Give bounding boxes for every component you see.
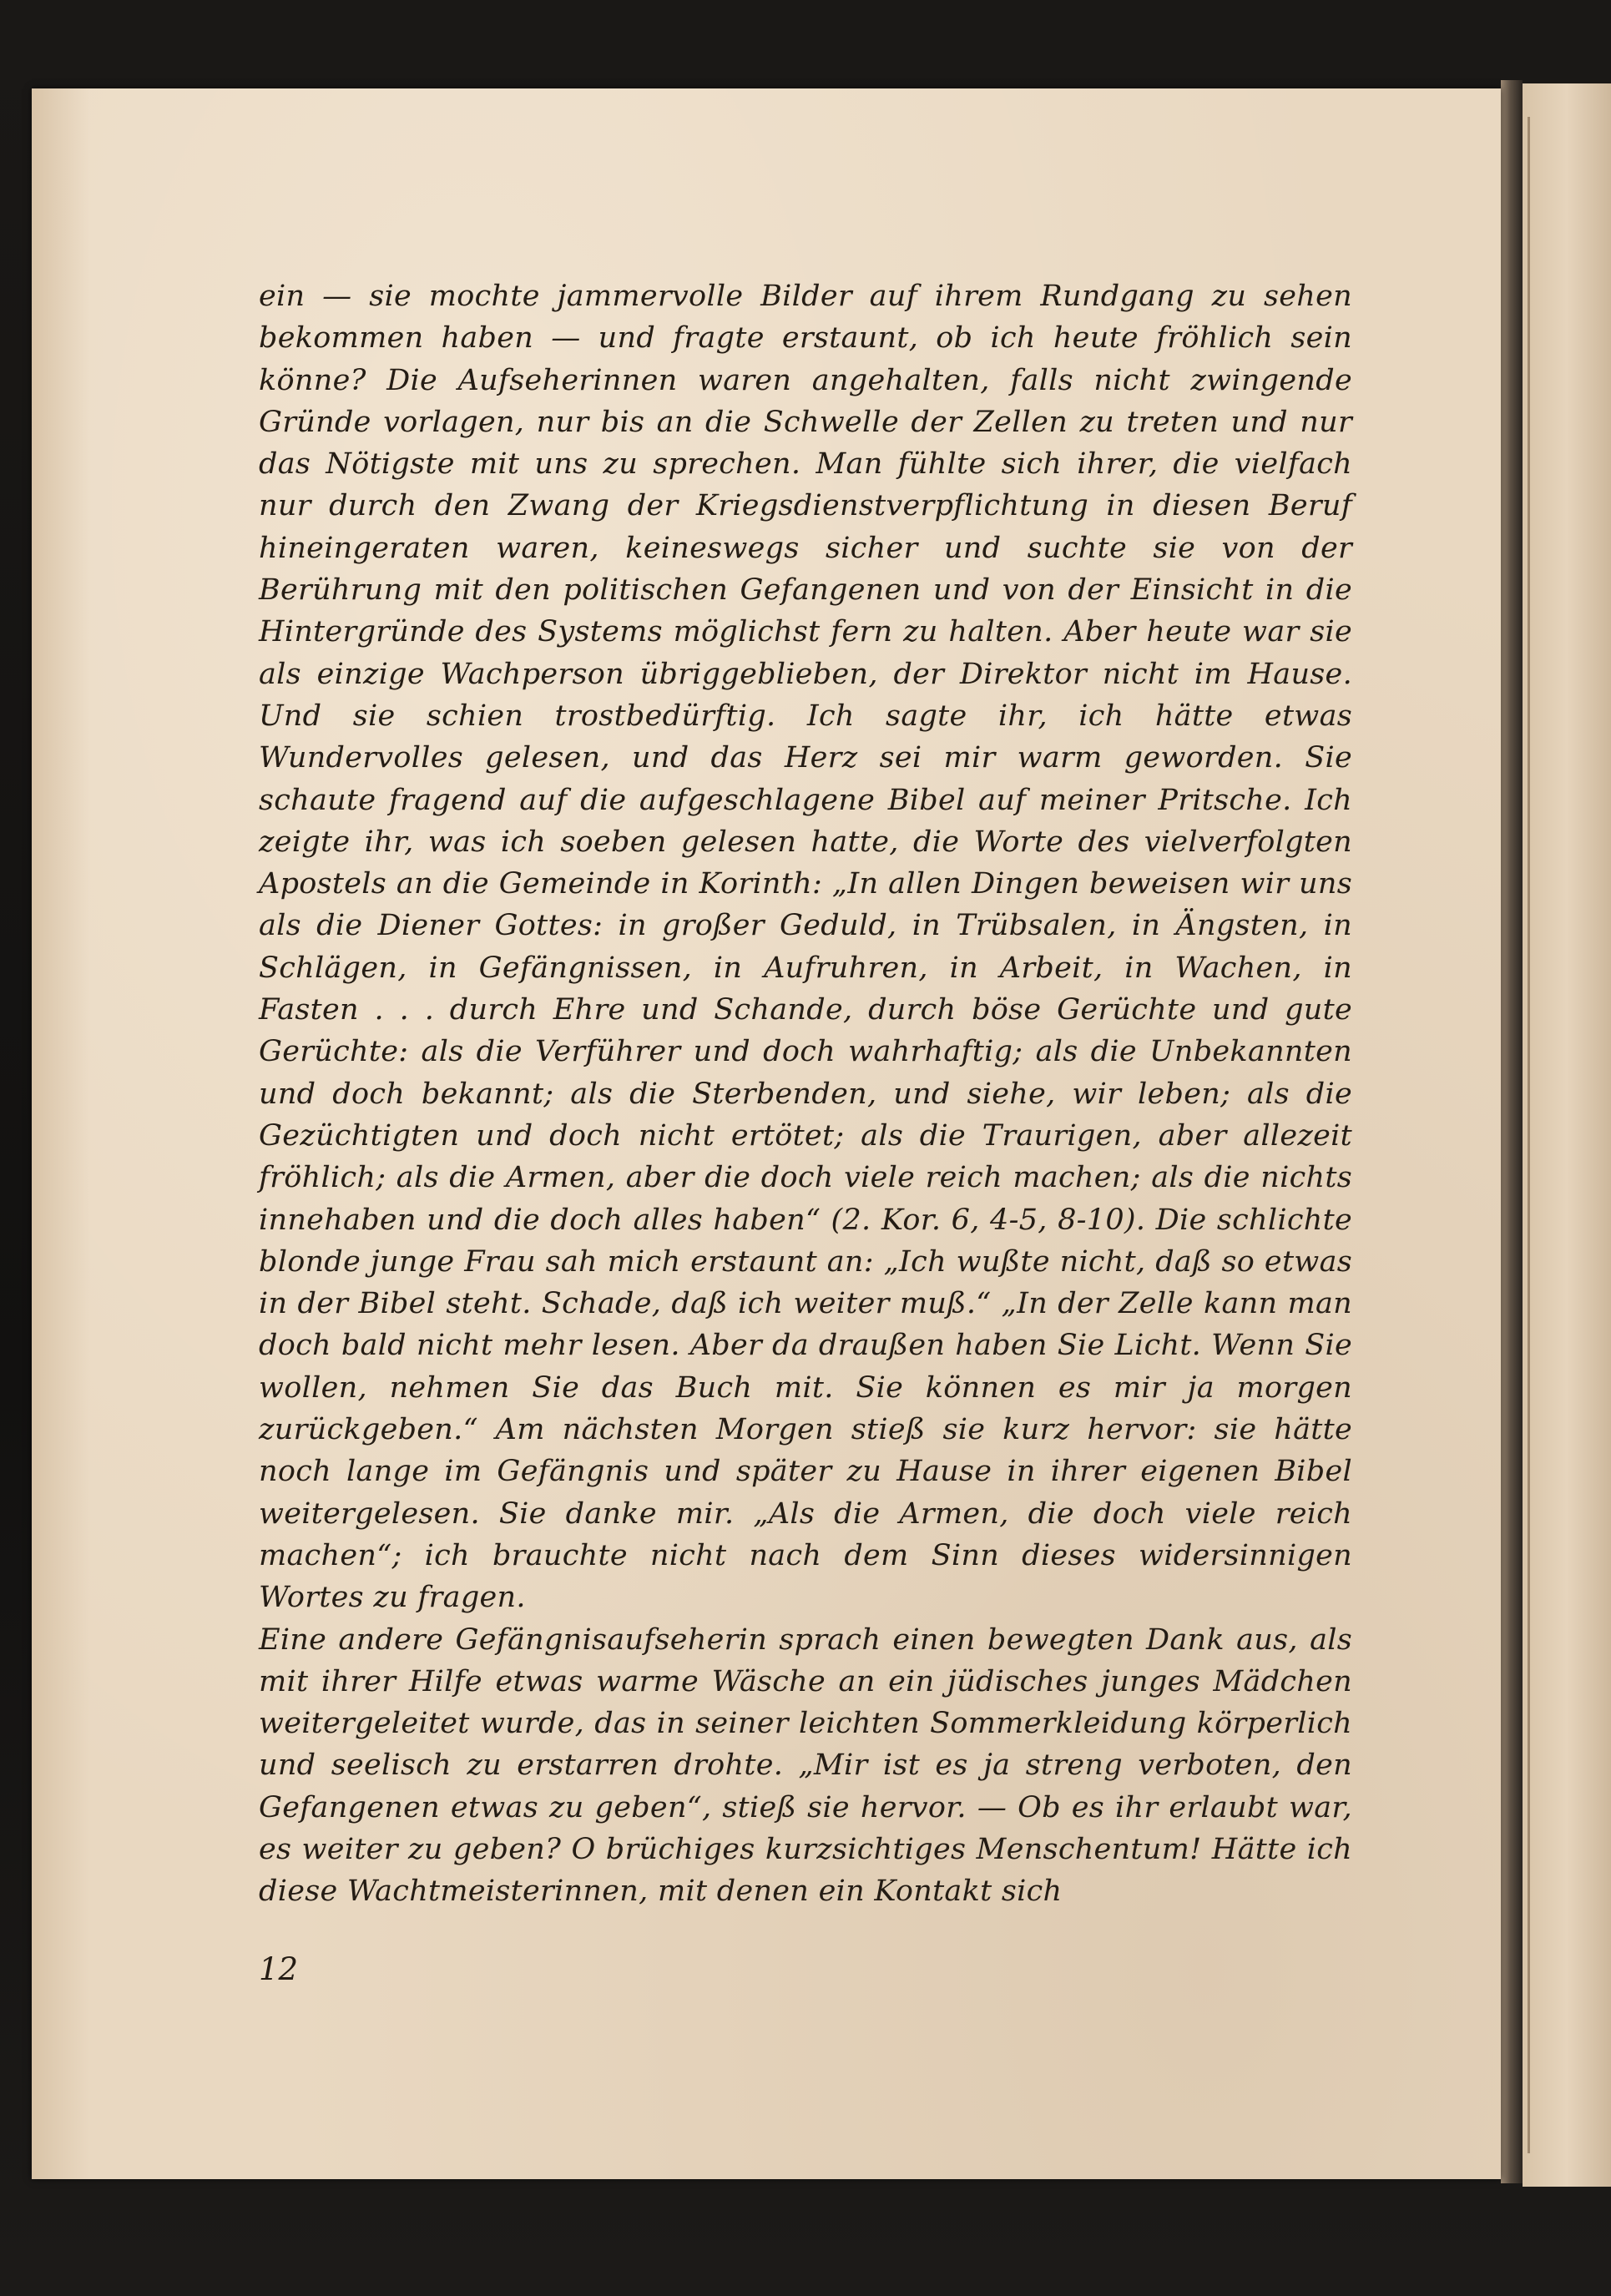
page-body-text <box>259 275 1352 1913</box>
book-gutter <box>1501 80 1523 2183</box>
page-edge-shading <box>32 88 90 2179</box>
paragraph-1: ein — sie mochte jammervolle Bilder auf ihrem Rundgang zu sehen bekommen haben — und fragte erstaunt, ob ich heute fröhlich sein könne? Die Aufseherinnen waren angehalten, falls nicht zwingende Gründe vorlagen, nur bis an die Schwelle der Zellen zu treten und nur das Nötigste mit uns zu sprechen. Man fühlte sich ihrer, die vielfach nur durch den Zwang der Kriegsdienstverpflichtung in diesen Beruf hineingeraten waren, keineswegs sicher und suchte sie von der Berührung mit den politischen Gefangenen und von der Einsicht in die Hintergründe des Systems möglichst fern zu halten. Aber heute war sie als einzige Wachperson übriggeblieben, der Direktor nicht im Hause. Und sie schien trostbedürftig. Ich sagte ihr, ich hätte etwas Wundervolles gelesen, und das Herz sei mir warm geworden. Sie schaute fragend auf die aufgeschlagene Bibel auf meiner Pritsche. Ich zeigte ihr, was ich soeben gelesen hatte, die Worte des vielverfolgten Apostels an die Gemeinde in Korinth: „In allen Dingen beweisen wir uns als die Diener Gottes: in großer Geduld, in Trübsalen, in Ängsten, in Schlägen, in Gefängnissen, in Aufruhren, in Arbeit, in Wachen, in Fasten . . . durch Ehre und Schande, durch böse Gerüchte und gute Gerüchte: als die Verführer und doch wahrhaftig; als die Unbekannten und doch bekannt; als die Sterbenden, und siehe, wir leben; als die Gezüchtigten und doch nicht ertötet; als die Traurigen, aber allezeit fröhlich; als die Armen, aber die doch viele reich machen; als die nichts innehaben und die doch alles haben“ (2. Kor. 6, 4-5, 8-10). Die schlichte blonde junge Frau sah mich erstaunt an: „Ich wußte nicht, daß so etwas in der Bibel steht. Schade, daß ich weiter muß.“ „In der Zelle kann man doch bald nicht mehr lesen. Aber da draußen haben Sie Licht. Wenn Sie wollen, nehmen Sie das Buch mit. Sie können es mir ja morgen zurückgeben.“ Am nächsten Morgen stieß sie kurz hervor: sie hätte noch lange im Gefängnis und später zu Hause in ihrer eigenen Bibel weitergelesen. Sie danke mir. „Als die Armen, die doch viele reich machen“; ich brauchte nicht nach dem Sinn dieses widersinnigen Wortes zu fragen. <box>259 280 1352 1615</box>
paragraph-2: Eine andere Gefängnisaufseherin sprach einen bewegten Dank aus, als mit ihrer Hilfe etwas warme Wäsche an ein jüdisches junges Mädchen weitergeleitet wurde, das in seiner leichten Sommerkleidung körperlich und seelisch zu erstarren drohte. „Mir ist es ja streng verboten, den Gefangenen etwas zu geben“, stieß sie hervor. — Ob es ihr erlaubt war, es weiter zu geben? O brüchiges kurzsichtiges Menschentum! Hätte ich diese Wachtmeisterinnen, mit denen ein Kontakt sich <box>259 1622 1352 1909</box>
adjacent-page-edge <box>1523 83 1611 2187</box>
page-number: 12 <box>259 1951 299 1987</box>
